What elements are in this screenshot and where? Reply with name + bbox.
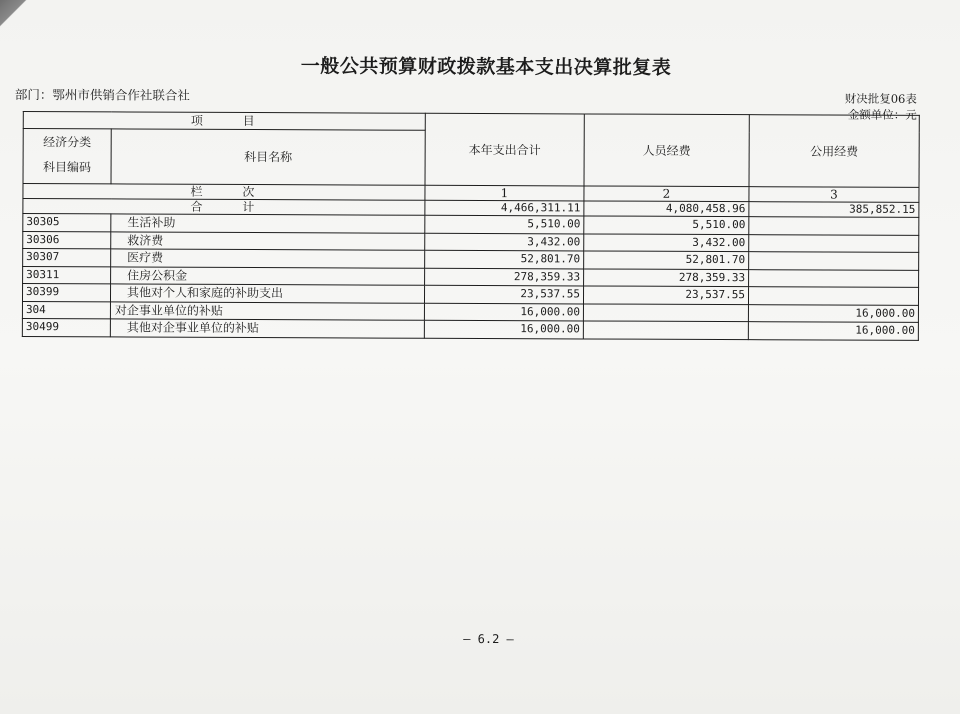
document-title: 一般公共预算财政拨款基本支出决算批复表 (300, 55, 672, 79)
subject-name-cell: 其他对企事业单位的补贴 (110, 319, 424, 338)
personnel-amount-cell: 52,801.70 (584, 251, 749, 269)
total-amount-cell: 23,537.55 (425, 285, 584, 303)
form-number: 财决批复06表 (844, 91, 917, 106)
subject-name-cell: 对企事业单位的补贴 (110, 301, 424, 320)
public-amount-cell (749, 234, 919, 252)
personnel-amount-cell: 278,359.33 (584, 268, 749, 286)
table-row (22, 319, 918, 340)
total-amount-cell: 16,000.00 (424, 303, 583, 321)
subject-code-cell: 30307 (23, 249, 111, 267)
column-index-2: 2 (584, 186, 749, 202)
subject-code-cell: 30305 (23, 214, 111, 232)
econ-class-label: 经济分类 (43, 135, 92, 150)
total-amount-cell: 5,510.00 (425, 215, 584, 233)
personnel-amount-cell: 23,537.55 (584, 286, 749, 304)
personnel-amount-cell (583, 321, 748, 339)
column-index-1: 1 (425, 185, 584, 201)
personnel-amount-cell: 3,432.00 (584, 233, 749, 251)
total-row-public: 385,852.15 (749, 202, 919, 218)
personnel-amount-cell: 5,510.00 (584, 216, 749, 234)
subject-name-cell: 住房公积金 (111, 266, 425, 285)
total-amount-cell: 16,000.00 (424, 320, 583, 338)
column-index-label: 栏 次 (23, 184, 425, 201)
personnel-header: 人员经费 (584, 114, 749, 187)
public-amount-cell (749, 252, 919, 270)
subject-name-cell: 医疗费 (111, 249, 425, 268)
total-row-label: 合 计 (23, 199, 425, 216)
public-amount-cell (749, 217, 919, 235)
subject-code-label: 科目编码 (43, 160, 92, 175)
subject-code-cell: 30311 (23, 266, 111, 284)
total-header: 本年支出合计 (425, 113, 584, 186)
subject-code-cell: 30306 (23, 231, 111, 249)
budget-table (22, 111, 920, 340)
total-row-total: 4,466,311.11 (425, 200, 584, 216)
department-label: 部门：鄂州市供销合作社联合社 (14, 86, 190, 103)
total-amount-cell: 3,432.00 (425, 233, 584, 251)
subject-code-cell: 30499 (22, 319, 110, 337)
subject-name-cell: 生活补助 (111, 214, 425, 233)
public-amount-cell (749, 287, 919, 305)
column-index-3: 3 (749, 187, 919, 203)
subject-name-cell: 其他对个人和家庭的补助支出 (110, 284, 424, 303)
table-body (22, 214, 919, 340)
total-amount-cell: 52,801.70 (425, 250, 584, 268)
public-amount-cell: 16,000.00 (748, 322, 918, 340)
public-amount-cell (749, 269, 919, 287)
personnel-amount-cell (583, 303, 748, 321)
public-amount-cell: 16,000.00 (748, 304, 918, 322)
subject-code-cell: 30399 (22, 284, 110, 302)
subject-name-cell: 救济费 (111, 231, 425, 250)
item-header: 项 目 (23, 112, 425, 131)
public-header: 公用经费 (749, 115, 919, 188)
page-number: — 6.2 — (463, 631, 514, 647)
total-row-personnel: 4,080,458.96 (584, 201, 749, 217)
subject-name-header: 科目名称 (111, 129, 425, 185)
amount-unit: 金额单位：元 (847, 107, 917, 122)
code-header (23, 129, 111, 184)
total-amount-cell: 278,359.33 (425, 268, 584, 286)
subject-code-cell: 304 (22, 301, 110, 319)
